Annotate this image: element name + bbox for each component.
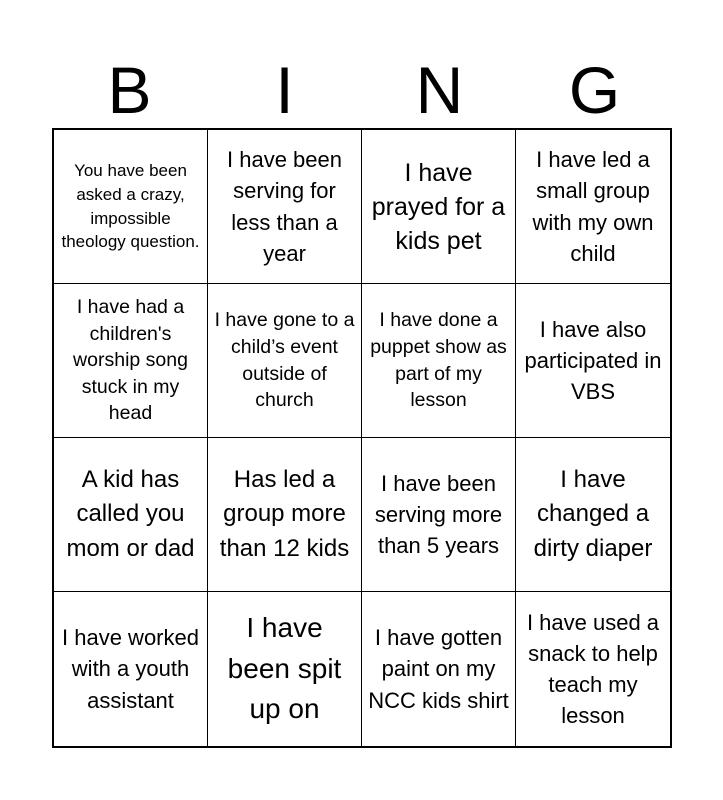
bingo-cell[interactable] [54, 284, 208, 438]
cell-text: I have prayed for a kids pet [371, 158, 506, 255]
bingo-cell[interactable] [54, 438, 208, 592]
cell-text: I have gotten paint on my NCC kids shirt [368, 625, 509, 713]
header-letter-g: G [568, 53, 621, 127]
header-letter-i: I [275, 53, 294, 127]
bingo-cell[interactable] [516, 592, 670, 746]
bingo-cell[interactable] [208, 130, 362, 284]
bingo-cell[interactable] [362, 130, 516, 284]
cell-text: I have used a snack to help teach my lesson [526, 609, 660, 729]
cell-text: A kid has called you mom or dad [66, 466, 195, 562]
bingo-cell[interactable] [516, 438, 670, 592]
header-letter-n: N [415, 53, 464, 127]
bingo-cell[interactable] [208, 438, 362, 592]
cell-text: I have worked with a youth assistant [62, 625, 199, 713]
cell-text: I have been spit up on [227, 612, 342, 725]
bingo-cell[interactable] [362, 284, 516, 438]
bingo-cell[interactable] [208, 592, 362, 746]
cell-text: I have had a children's worship song stuck in my head [73, 296, 188, 425]
bingo-cell[interactable] [54, 592, 208, 746]
bingo-cell[interactable] [516, 284, 670, 438]
cell-text: I have been serving more than 5 years [374, 470, 503, 559]
cell-text: I have done a puppet show as part of my lesson [370, 309, 507, 412]
cell-text: You have been asked a crazy, impossible theology question. [61, 160, 200, 252]
bingo-cell[interactable] [362, 592, 516, 746]
bingo-board [52, 128, 672, 748]
bingo-header [52, 50, 672, 130]
cell-text: I have been serving for less than a year [227, 147, 342, 266]
cell-text: I have also participated in VBS [524, 316, 662, 405]
cell-text: I have gone to a child’s event outside of church [214, 309, 355, 412]
bingo-cell[interactable] [208, 284, 362, 438]
cell-text: Has led a group more than 12 kids [219, 466, 350, 562]
header-letter-b: B [107, 53, 152, 127]
cell-text: I have led a small group with my own child [532, 147, 654, 266]
bingo-cell[interactable] [54, 130, 208, 284]
bingo-cell[interactable] [516, 130, 670, 284]
cell-text: I have changed a dirty diaper [533, 466, 653, 562]
bingo-cell[interactable] [362, 438, 516, 592]
